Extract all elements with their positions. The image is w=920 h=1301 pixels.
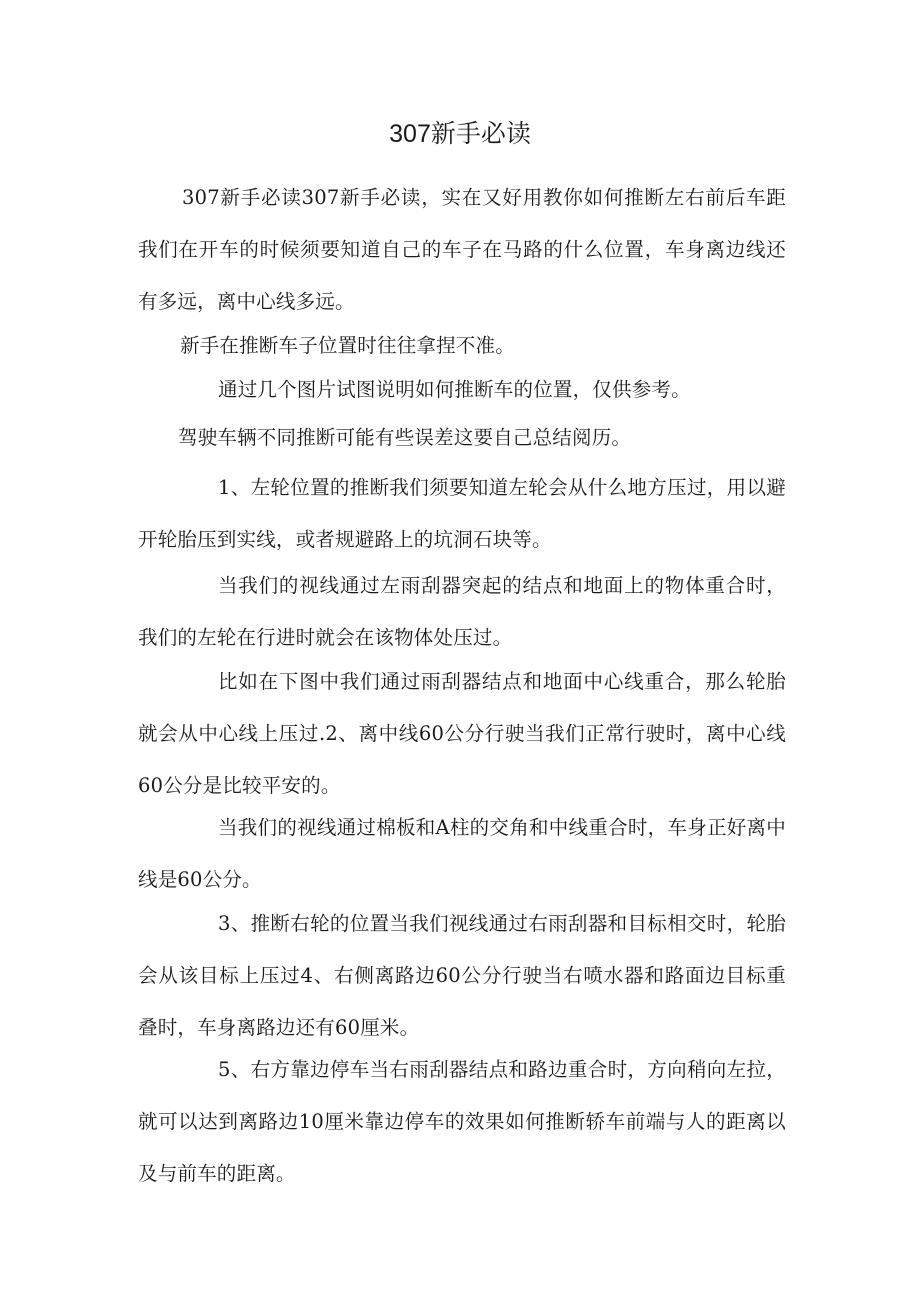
- paragraph-intro: 307新手必读307新手必读，实在又好用教你如何推断左右前后车距我们在开车的时候须要知道自己的车子在马路的什么位置，车身离边线还有多远，离中心线多远。: [138, 186, 786, 313]
- paragraph-novice: 新手在推断车子位置时往往拿捏不准。: [180, 334, 515, 357]
- paragraph-wiper-point: 当我们的视线通过左雨刮器突起的结点和地面上的物体重合时，我们的左轮在行进时就会在该物体处压过。: [138, 574, 786, 649]
- paragraph-pictures: 通过几个图片试图说明如何推断车的位置，仅供参考。: [218, 378, 691, 401]
- paragraph-left-wheel: 1、左轮位置的推断我们须要知道左轮会从什么地方压过，用以避开轮胎压到实线，或者规避路上的坑洞石块等。: [138, 476, 786, 551]
- document-title: 307新手必读: [389, 120, 531, 148]
- paragraph-right-wheel: 3、推断右轮的位置当我们视线通过右雨刮器和目标相交时，轮胎会从该目标上压过4、右侧离路边60公分行驶当右喷水器和路面边目标重叠时，车身离路边还有60厘米。: [138, 912, 786, 1039]
- paragraph-right-parking: 5、右方靠边停车当右雨刮器结点和路边重合时，方向稍向左拉，就可以达到离路边10厘米靠边停车的效果如何推断轿车前端与人的距离以及与前车的距离。: [138, 1058, 786, 1185]
- paragraph-a-pillar: 当我们的视线通过棉板和A柱的交角和中线重合时，车身正好离中线是60公分。: [138, 816, 786, 891]
- paragraph-center-line: 比如在下图中我们通过雨刮器结点和地面中心线重合，那么轮胎就会从中心线上压过.2、离中线60公分行驶当我们正常行驶时，离中心线60公分是比较平安的。: [138, 670, 786, 797]
- paragraph-error-note: 驾驶车辆不同推断可能有些误差这要自己总结阅历。: [178, 426, 632, 449]
